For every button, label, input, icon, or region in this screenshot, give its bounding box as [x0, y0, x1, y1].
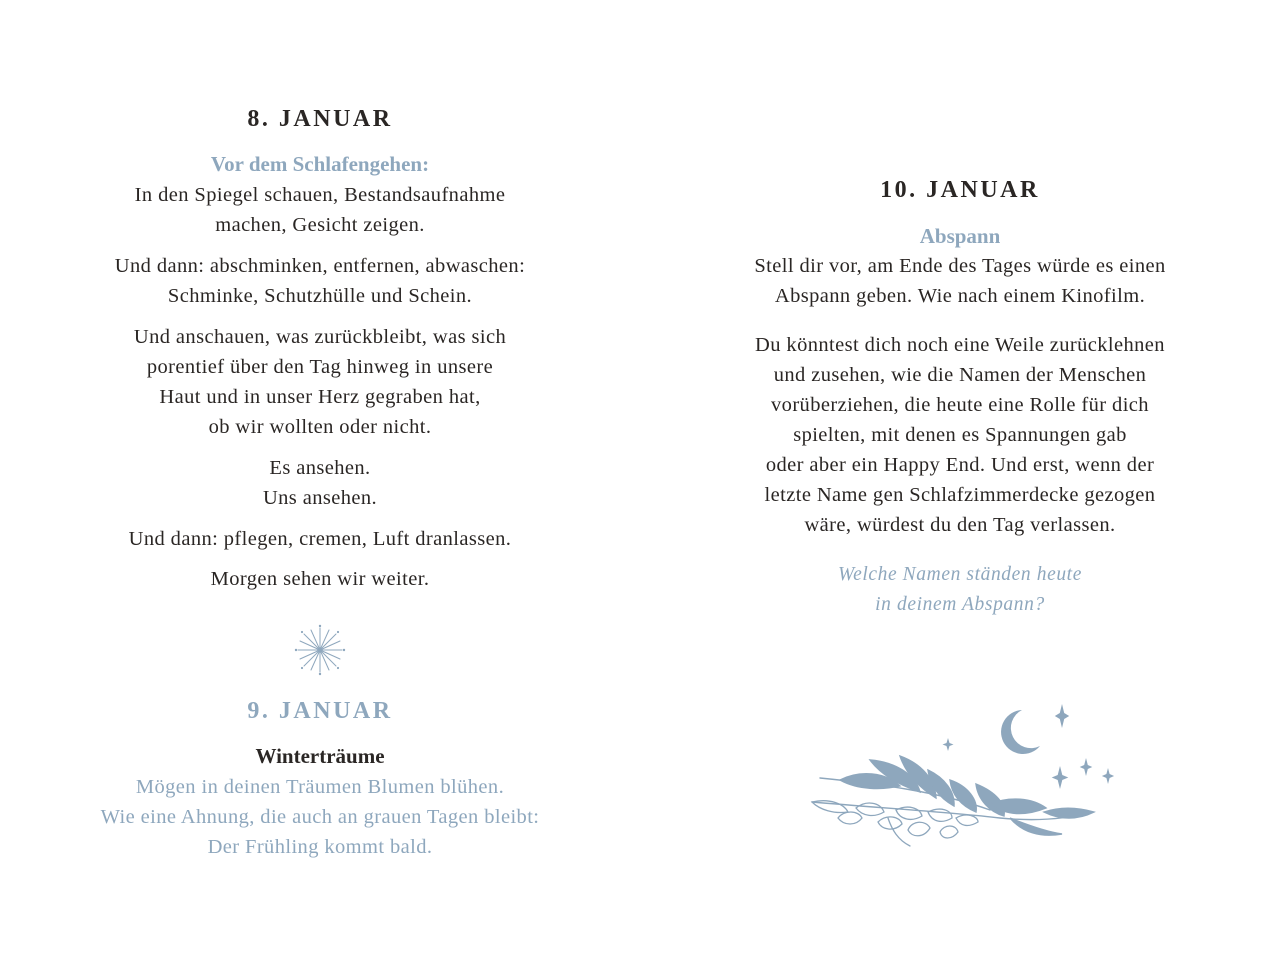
- body-line: und zusehen, wie die Namen der Menschen: [773, 364, 1147, 386]
- question-line: in deinem Abspann?: [875, 594, 1045, 615]
- body-line: wäre, würdest du den Tag verlassen.: [804, 514, 1116, 536]
- moon-branch-icon: [800, 700, 1120, 860]
- body-line: Und dann: abschminken, entfernen, abwaschen:: [114, 255, 526, 277]
- entry-date-8-januar: 8. JANUAR: [247, 106, 393, 132]
- body-line: Stell dir vor, am Ende des Tages würde es einen: [754, 255, 1166, 277]
- body-line: Und dann: pflegen, cremen, Luft dranlassen.: [128, 528, 512, 550]
- right-page: [640, 0, 1280, 960]
- body-line: spielten, mit denen es Spannungen gab: [793, 424, 1127, 446]
- body-line: Schminke, Schutzhülle und Schein.: [167, 285, 473, 307]
- body-line: Haut und in unser Herz gegraben hat,: [159, 386, 481, 408]
- body-line: Wie eine Ahnung, die auch an grauen Tagen bleibt:: [100, 806, 540, 828]
- body-line: vorüberziehen, die heute eine Rolle für dich: [771, 394, 1149, 416]
- body-line: letzte Name gen Schlafzimmerdecke gezogen: [764, 484, 1156, 506]
- body-line: Mögen in deinen Träumen Blumen blühen.: [135, 776, 505, 798]
- body-line: Es ansehen.: [269, 457, 371, 479]
- entry-subtitle: Winterträume: [255, 744, 385, 768]
- body-line: Du könntest dich noch eine Weile zurücklehnen: [755, 334, 1165, 356]
- starburst-icon: [294, 624, 346, 676]
- entry-date-9-januar: 9. JANUAR: [247, 698, 393, 724]
- entry-subtitle: Abspann: [919, 224, 1001, 248]
- body-line: Uns ansehen.: [262, 487, 378, 509]
- body-line: Und anschauen, was zurückbleibt, was sich: [133, 326, 507, 348]
- body-line: machen, Gesicht zeigen.: [215, 214, 425, 236]
- body-line: ob wir wollten oder nicht.: [208, 416, 432, 438]
- entry-date-10-januar: 10. JANUAR: [880, 177, 1040, 203]
- question-line: Welche Namen ständen heute: [838, 564, 1082, 585]
- body-line: Morgen sehen wir weiter.: [210, 568, 430, 590]
- entry-subtitle: Vor dem Schlafengehen:: [210, 152, 430, 176]
- body-line: oder aber ein Happy End. Und erst, wenn der: [765, 454, 1155, 476]
- body-line: In den Spiegel schauen, Bestandsaufnahme: [134, 184, 506, 206]
- body-line: Der Frühling kommt bald.: [207, 836, 433, 858]
- body-line: Abspann geben. Wie nach einem Kinofilm.: [774, 285, 1146, 307]
- body-line: porentief über den Tag hinweg in unsere: [146, 356, 494, 378]
